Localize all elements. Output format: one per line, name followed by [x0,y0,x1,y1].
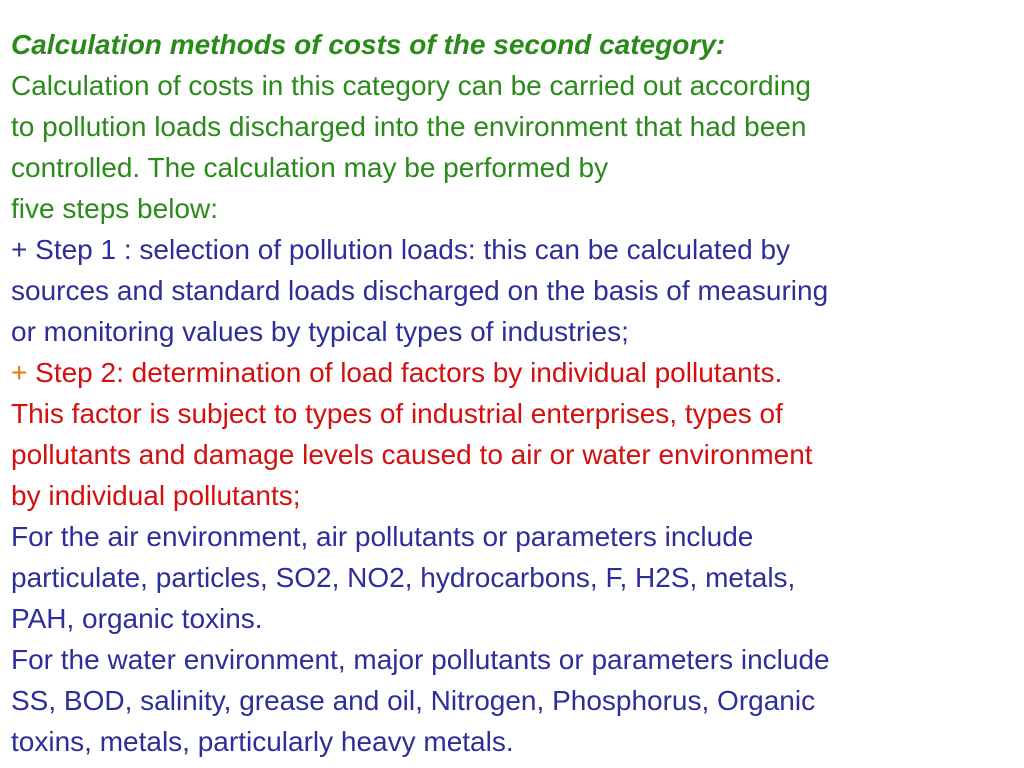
step-1-line: or monitoring values by typical types of industries; [11,316,629,347]
water-line: For the water environment, major pollutants or parameters include [11,644,830,675]
step-2-line: This factor is subject to types of industrial enterprises, types of [11,398,783,429]
air-line: For the air environment, air pollutants or parameters include [11,521,754,552]
step-2-first-line [11,352,1014,393]
intro-line: to pollution loads discharged into the environment that had been [11,111,807,142]
step-1-first-line [11,229,1014,270]
water-line: toxins, metals, particularly heavy metals. [11,726,514,757]
plus-bullet-icon: + [11,357,28,388]
plus-bullet-icon: + [11,234,28,265]
air-line: PAH, organic toxins. [11,603,263,634]
slide-title: Calculation methods of costs of the second category: [11,29,726,60]
step-2-paragraph [11,352,1014,516]
step-2-line: by individual pollutants; [11,480,301,511]
step-2-line: pollutants and damage levels caused to air or water environment [11,439,813,470]
step-1-paragraph [11,229,1014,352]
water-line: SS, BOD, salinity, grease and oil, Nitrogen, Phosphorus, Organic [11,685,816,716]
step-2-text: Step 2: determination of load factors by individual pollutants. [35,357,783,388]
intro-line: Calculation of costs in this category can be carried out according [11,70,811,101]
intro-paragraph [11,65,1014,229]
step-1-line: sources and standard loads discharged on the basis of measuring [11,275,829,306]
step-1-text: Step 1 : selection of pollution loads: this can be calculated by [35,234,791,265]
water-paragraph [11,639,1014,762]
air-paragraph [11,516,1014,639]
air-line: particulate, particles, SO2, NO2, hydrocarbons, F, H2S, metals, [11,562,796,593]
intro-line: five steps below: [11,193,218,224]
intro-line: controlled. The calculation may be performed by [11,152,609,183]
